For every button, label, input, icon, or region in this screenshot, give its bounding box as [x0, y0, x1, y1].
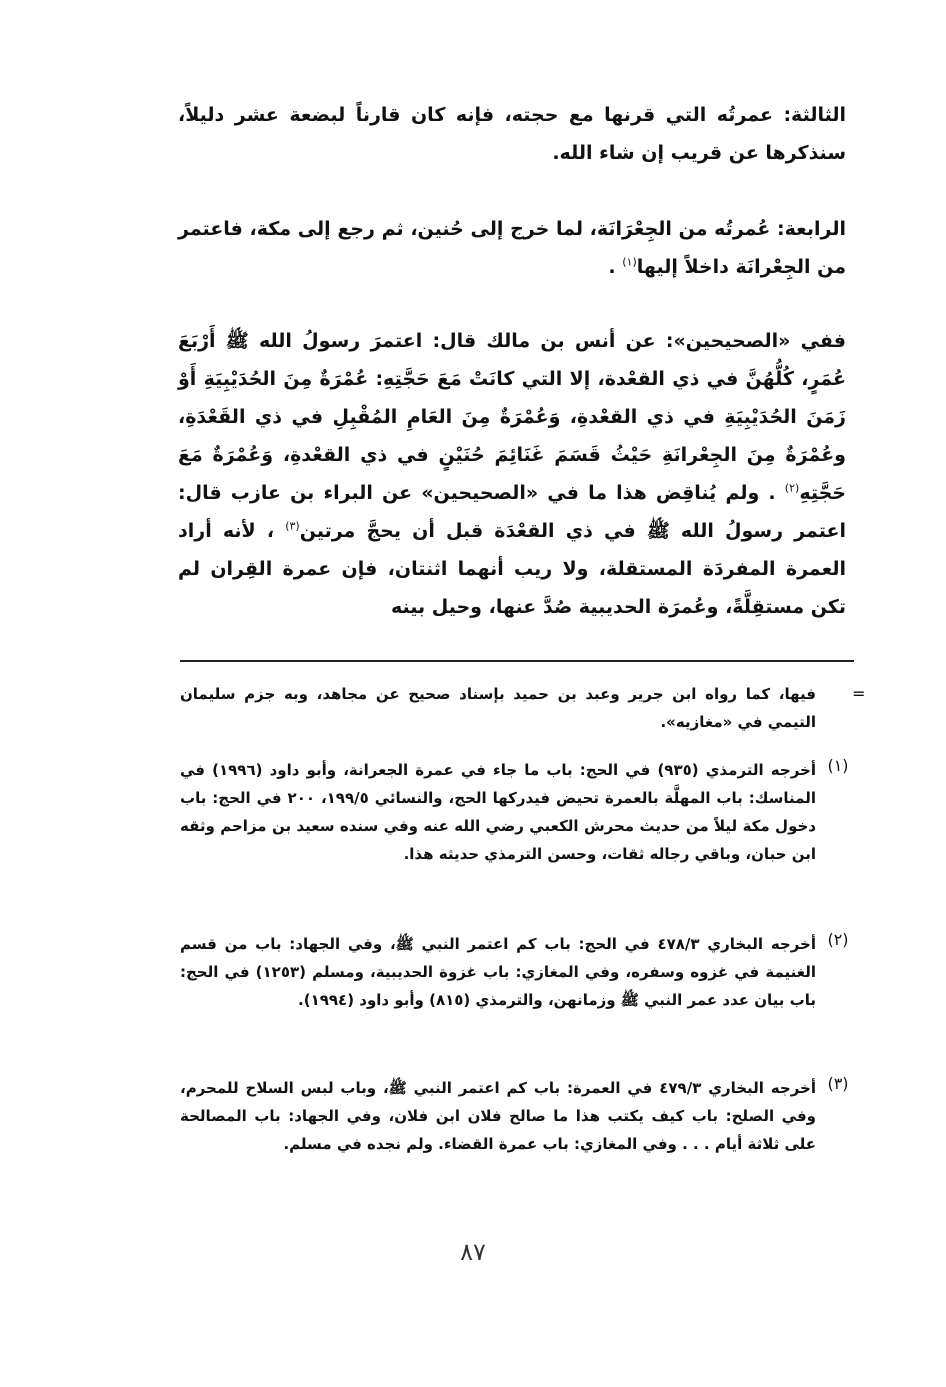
paragraph-sahihayn-text-a: ففي «الصحيحين»: عن أنس بن مالك قال: اعتمرَ رسولُ الله ﷺ أَرْبَعَ عُمَرٍ، كُلُّهُنَّ في ذي القعْدة، إلا التي كانَتْ مَعَ حَجَّتِهِ: عُمْرَةٌ مِنَ الحُدَيْبِيَةِ أَوْ زَمَنَ الحُدَيْبِيَةِ في ذي القعْدةِ، وَعُمْرَةٌ مِنَ العَامِ المُقْبِلِ في ذي القَعْدَةِ، وعُمْرَةٌ مِنَ الجِعْرانَةِ حَيْثُ قَسَمَ غَنَائِمَ حُنَيْنٍ في ذي القعْدةِ، وَعُمْرَةٌ مَعَ حَجَّتِهِ — [178, 330, 846, 504]
paragraph-third-umrah-text: الثالثة: عمرتُه التي قرنها مع حجته، فإنه كان قارناً لبضعة عشر دليلاً، سنذكرها عن قريب إن شاء الله. — [178, 104, 846, 164]
footnote-number-1: (١) — [827, 756, 849, 775]
paragraph-sahihayn-text-b: . ولم يُناقِض هذا ما في «الصحيحين» عن البراء بن عازب قال: اعتمر رسولُ الله ﷺ في ذي القعْدَة قبل أن يحجَّ مرتين — [178, 482, 846, 542]
footnote-reference-2[interactable]: (٢) — [784, 481, 800, 495]
paragraph-fourth-umrah-text: الرابعة: عُمرتُه من الجِعْرَانَة، لما خرج إلى حُنين، ثم رجع إلى مكة، فاعتمر من الجِعْرانَة داخلاً إليها — [178, 218, 846, 278]
paragraph-fourth-umrah — [178, 210, 846, 286]
footnote-reference-3[interactable]: (٣) — [285, 519, 300, 533]
footnote-continued: فيها، كما رواه ابن جرير وعبد بن حميد بإسناد صحيح عن مجاهد، وبه جزم سليمان التيمي في «مغازيه». — [180, 685, 816, 731]
paragraph-sahihayn-text-c: ، لأنه أراد العمرة المفردَة المستقلة، ولا ريب أنهما اثنتان، فإن عمرة القِران لم تكن مستقِلَّةً، وعُمرَة الحديبية صُدَّ عنها، وحيل بينه — [178, 520, 846, 618]
paragraph-sahihayn-hadith — [178, 322, 846, 626]
paragraph-third-umrah — [178, 96, 846, 172]
footnote-3: أخرجه البخاري ٤٧٩/٣ في العمرة: باب كم اعتمر النبي ﷺ، وباب لبس السلاح للمحرم، وفي الصلح: باب كيف يكتب هذا ما صالح فلان ابن فلان، وفي الجهاد: باب المصالحة على ثلاثة أيام . . . وفي المغازي: باب عمرة القضاء. ولم نجده في مسلم. — [180, 1079, 817, 1153]
footnote-reference-1[interactable]: (١) — [622, 255, 637, 269]
footnote-2: أخرجه البخاري ٤٧٨/٣ في الحج: باب كم اعتمر النبي ﷺ، وفي الجهاد: باب من قسم الغنيمة في غزوه وسفره، وفي المغازي: باب غزوة الحديبية، ومسلم (١٢٥٣) في الحج: باب بيان عدد عمر النبي ﷺ وزمانهن، والترمذي (٨١٥) وأبو داود (١٩٩٤). — [180, 935, 817, 1009]
paragraph-fourth-umrah-end: . — [608, 256, 616, 278]
footnote-number-3: (٣) — [827, 1074, 849, 1093]
footnote-separator-line — [180, 660, 854, 662]
footnote-1: أخرجه الترمذي (٩٣٥) في الحج: باب ما جاء في عمرة الجعرانة، وأبو داود (١٩٩٦) في المناسك: باب المهلَّة بالعمرة تحيض فيدركها الحج، والنسائي ١٩٩/٥، ٢٠٠ في الحج: باب دخول مكة ليلاً من حديث محرش الكعبي رضي الله عنه وفي سنده سعيد بن مزاحم وثقه ابن حبان، وباقي رجاله ثقات، وحسن الترمذي حديثه هذا. — [180, 761, 816, 863]
page-number: ٨٧ — [460, 1238, 486, 1266]
footnote-number-2: (٢) — [827, 930, 849, 949]
footnote-continuation-mark: = — [852, 684, 866, 703]
